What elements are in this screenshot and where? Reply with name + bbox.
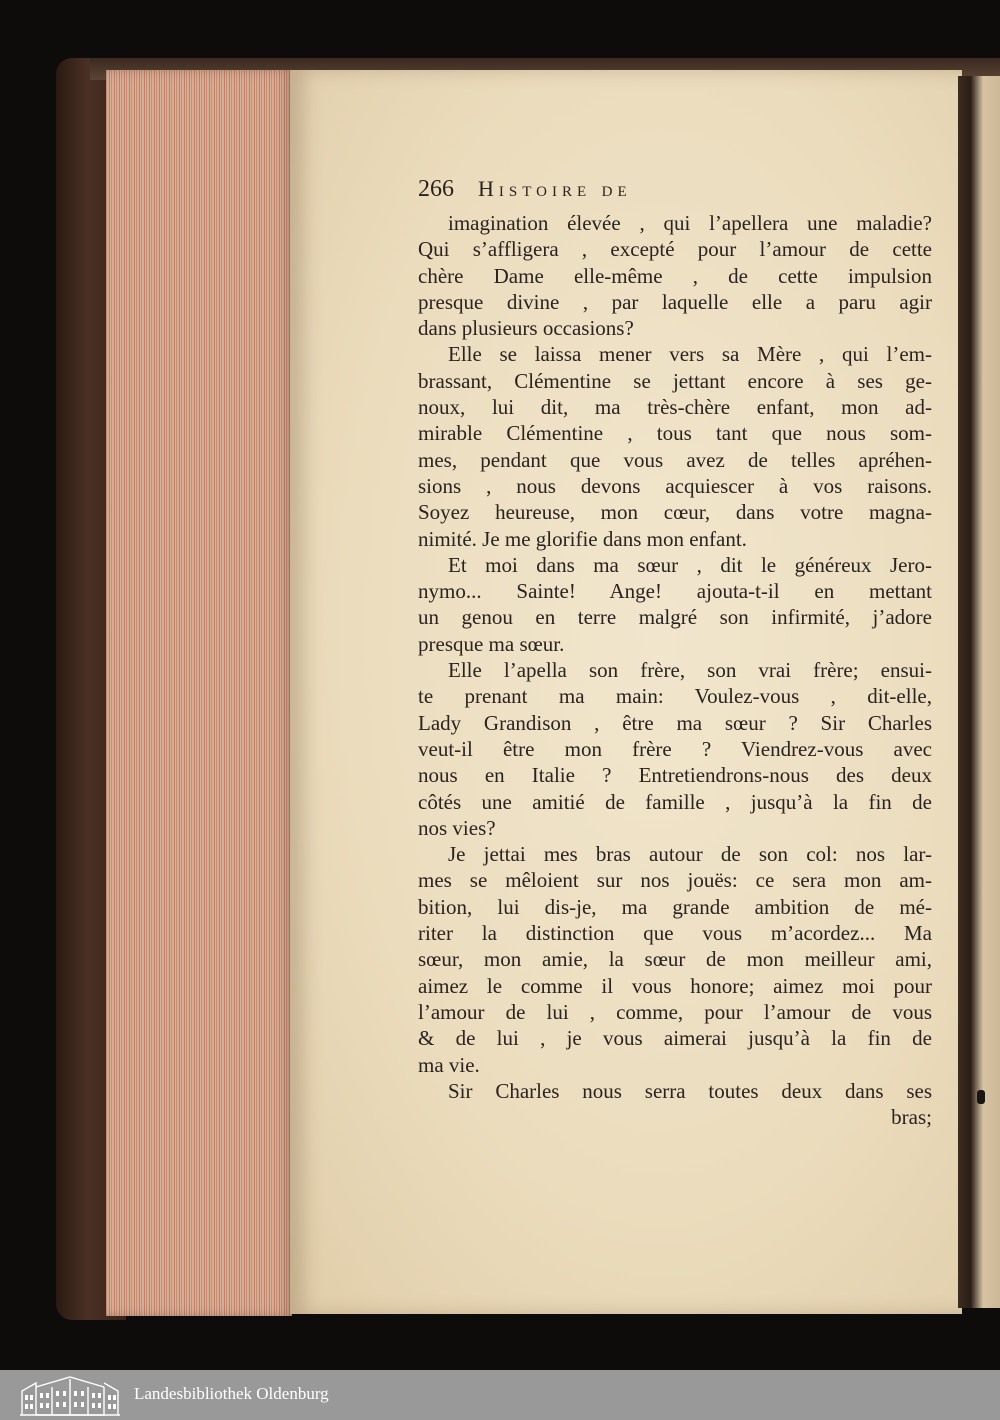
paragraph [418, 657, 932, 841]
text-line: veut-il être mon frère ? Viendrez-vous avec [418, 736, 932, 761]
running-head: Histoire de [478, 176, 632, 201]
body-text [418, 210, 932, 1104]
text-line: Sir Charles nous serra toutes deux dans ses [448, 1078, 932, 1103]
catchword: bras; [891, 1105, 932, 1130]
text-line: bition, lui dis-je, ma grande ambition de mé- [418, 894, 932, 919]
text-line: nimité. Je me glorifie dans mon enfant. [418, 526, 747, 551]
text-line: mirable Clémentine , tous tant que nous som- [418, 421, 932, 446]
text-line: nymo... Sainte! Ange! ajouta-t-il en mettant [418, 579, 932, 604]
text-line: imagination élevée , qui l’apellera une maladie? [448, 211, 932, 235]
text-line: riter la distinction que vous m’acordez... Ma [418, 921, 932, 946]
text-line: ma vie. [418, 1052, 480, 1077]
text-line: sions , nous devons acquiescer à vos raisons. [418, 473, 932, 498]
text-line: presque ma sœur. [418, 631, 565, 656]
text-line: mes se mêloient sur nos jouës: ce sera mon am- [418, 868, 932, 893]
text-line: mes, pendant que vous avez de telles apréhen- [418, 447, 932, 472]
footer-bar [0, 1370, 1000, 1420]
text-line: Lady Grandison , être ma sœur ? Sir Charles [418, 710, 932, 735]
text-line: nous en Italie ? Entretiendrons-nous des deux [418, 763, 932, 788]
text-line: sœur, mon amie, la sœur de mon meilleur ami, [418, 947, 932, 972]
page-header [418, 176, 932, 210]
page-text [418, 176, 932, 1130]
text-line: chère Dame elle-même , de cette impulsion [418, 263, 932, 288]
text-line: Elle l’apella son frère, son vrai frère; ensui- [448, 658, 932, 683]
paragraph [418, 210, 932, 341]
text-line: aimez le comme il vous honore; aimez moi pour [418, 973, 932, 998]
text-line: Je jettai mes bras autour de son col: nos lar- [448, 842, 932, 867]
paragraph [418, 552, 932, 657]
text-line: & de lui , je vous aimerai jusqu’à la fin de [418, 1026, 932, 1051]
page-edges [106, 70, 292, 1316]
page-gutter [958, 76, 1000, 1308]
library-building-icon [18, 1373, 122, 1417]
text-line: brassant, Clémentine se jettant encore à ses ge- [418, 368, 932, 393]
text-line: presque divine , par laquelle elle a paru agir [418, 289, 932, 314]
text-line: nos vies? [418, 815, 496, 840]
paragraph [418, 841, 932, 1078]
paragraph [418, 1078, 932, 1104]
facing-page-mark [977, 1090, 985, 1104]
library-name: Landesbibliothek Oldenburg [134, 1384, 329, 1403]
text-line: Elle se laissa mener vers sa Mère , qui l’em- [448, 342, 932, 367]
text-line: Soyez heureuse, mon cœur, dans votre magna- [418, 500, 932, 525]
text-line: côtés une amitié de famille , jusqu’à la fin de [418, 789, 932, 814]
page-number: 266 [418, 176, 454, 202]
text-line: Qui s’affligera , excepté pour l’amour de cette [418, 237, 932, 262]
text-line: l’amour de lui , comme, pour l’amour de vous [418, 999, 932, 1024]
text-line: noux, lui dit, ma très-chère enfant, mon ad- [418, 395, 932, 420]
text-line: te prenant ma main: Voulez-vous , dit-elle, [418, 684, 932, 709]
text-line: Et moi dans ma sœur , dit le généreux Jero- [448, 552, 932, 577]
text-line: un genou en terre malgré son infirmité, j’adore [418, 605, 932, 630]
paragraph [418, 341, 932, 551]
text-line: dans plusieurs occasions? [418, 316, 634, 341]
